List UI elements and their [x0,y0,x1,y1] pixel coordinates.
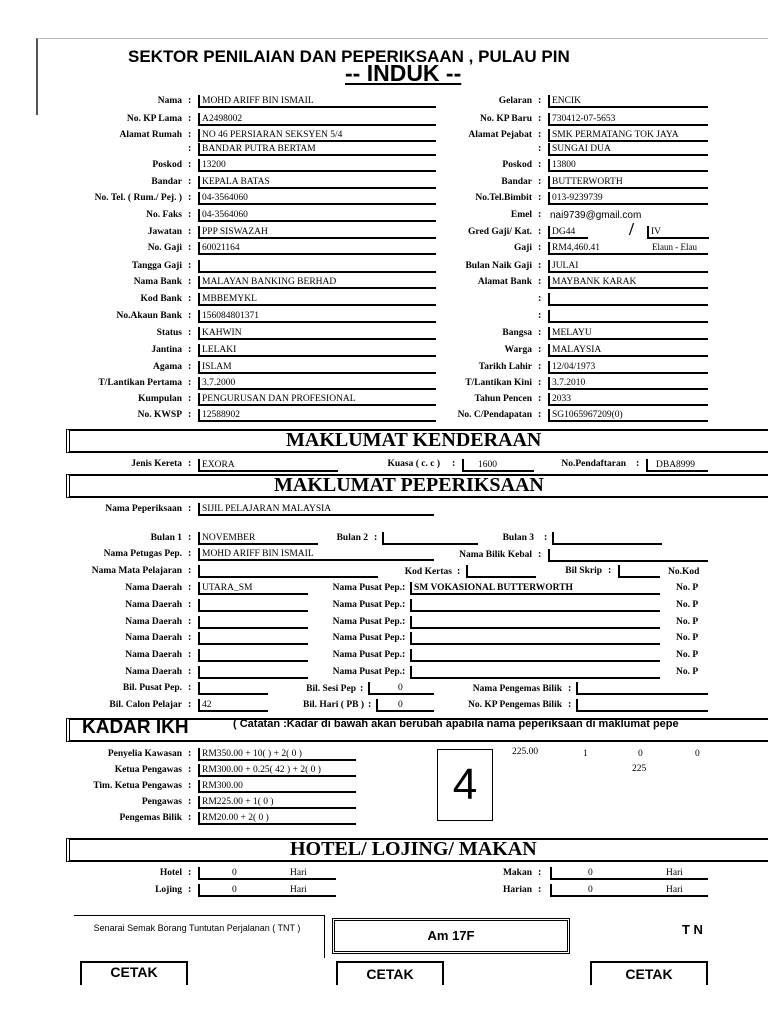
no-kod-label: No.Kod [668,567,700,577]
lojing-unit: Hari [270,884,336,897]
right-row-label: Alamat Pejabat [468,130,532,140]
daerah-field[interactable] [198,649,308,662]
left-row-colon: : [188,344,192,355]
right-row-label: Gaji [514,243,532,253]
kadar-total: 225 [632,764,647,774]
makan-field[interactable]: 0 [550,867,630,880]
kod-kertas-field[interactable] [466,565,536,578]
right-row-colon: : [538,192,542,203]
left-row-label: Agama [152,362,182,372]
kp-pengemas-field[interactable] [576,699,708,712]
left-row-colon: : [188,310,192,321]
right-row-label: Bandar [501,177,532,187]
pusat-field[interactable] [410,632,660,645]
pusat-field[interactable] [410,599,660,612]
pendaftaran-label: No.Pendaftaran [561,459,626,469]
right-row-label: Gred Gaji/ Kat. [468,227,532,237]
right-row-field[interactable]: SG1065967209(0) [548,409,708,422]
left-row-colon: : [188,327,192,338]
bulan1-label: Bulan 1 [150,533,182,543]
pendaftaran-field[interactable]: DBA8999 [646,459,708,472]
left-row-colon: : [188,276,192,287]
pusat-field[interactable]: SM VOKASIONAL BUTTERWORTH [410,582,660,595]
daerah-label: Nama Daerah [125,650,182,660]
right-row-colon: : [538,344,542,355]
cetak-button-1[interactable]: CETAK [80,961,188,985]
makan-label: Makan [502,868,532,878]
daerah-label: Nama Daerah [125,633,182,643]
right-row-colon: : [538,377,542,388]
left-row-colon: : [188,226,192,237]
left-row-label: Alamat Rumah [119,130,182,140]
left-row-field[interactable]: MALAYAN BANKING BERHAD [198,276,436,289]
senarai-box [74,915,325,958]
left-row-label: No. Tel. ( Rum./ Pej. ) [94,193,182,203]
right-row-field[interactable]: MALAYSIA [548,344,708,357]
left-row-label: No. KP Lama [126,114,182,124]
left-row-colon: : [188,393,192,404]
pusat-colon: : [402,599,406,610]
left-row-colon: : [188,361,192,372]
kadar-row-label: Tim. Ketua Pengawas [93,781,182,791]
left-row-colon: : [188,293,192,304]
kadar-n2: 0 [638,749,643,759]
no-p-label: No. P [676,650,699,660]
daerah-field[interactable] [198,632,308,645]
bil-skrip-field[interactable] [618,565,660,578]
hotel-label: Hotel [159,868,182,878]
bil-skrip-label: Bil Skrip [565,566,602,576]
left-row-colon: : [188,143,192,154]
kadar-title: KADAR IKH [82,717,189,738]
senarai-label: Senarai Semak Borang Tuntutan Perjalanan ( TNT ) [93,923,301,933]
kadar-row-colon: : [188,812,192,823]
left-row-label: No.Akaun Bank [116,311,182,321]
right-row-colon: : [538,409,542,420]
harian-unit: Hari [630,884,708,897]
left-row-colon: : [188,159,192,170]
kategori-field[interactable]: IV [647,226,709,239]
right-row-colon: : [538,176,542,187]
left-row-label: Nama Bank [133,277,182,287]
jenis-kereta-label: Jenis Kereta [131,459,182,469]
right-row-colon: : [538,327,542,338]
left-row-field[interactable]: NO 46 PERSIARAN SEKSYEN 5/4 [198,129,436,142]
right-row-field[interactable]: DG44 [548,226,588,239]
left-row-label: Nama [157,96,182,106]
bulan2-field[interactable] [382,532,478,545]
right-row-colon: : [538,209,542,220]
left-row-field[interactable]: 60021164 [198,242,436,255]
left-row-field[interactable]: 12588902 [198,409,436,422]
pusat-field[interactable] [410,649,660,662]
mata-pelajaran-label: Nama Mata Pelajaran [91,566,182,576]
bil-sesi-field[interactable]: 0 [368,682,434,695]
kadar-n3: 0 [695,749,700,759]
makan-unit: Hari [630,867,708,880]
right-row-label: T/Lantikan Kini [465,378,532,388]
left-row-colon: : [188,260,192,271]
right-row-label: Tarikh Lahir [478,362,532,372]
left-row-label: T/Lantikan Pertama [98,378,182,388]
left-row-colon: : [188,95,192,106]
pusat-label: Nama Pusat Pep. [332,667,402,677]
pusat-colon: : [402,616,406,627]
mata-pelajaran-field[interactable] [198,565,378,578]
left-row-colon: : [188,409,192,420]
page-title: SEKTOR PENILAIAN DAN PEPERIKSAAN , PULAU PIN [128,47,570,66]
bulan1-field[interactable]: NOVEMBER [198,532,318,545]
left-row-label: No. Faks [146,210,182,220]
right-row-label: Gelaran [498,96,532,106]
kuasa-label: Kuasa ( c. c ) [387,459,440,469]
left-row-field[interactable]: KAHWIN [198,327,436,340]
daerah-label: Nama Daerah [125,600,182,610]
right-row-field[interactable]: MELAYU [548,327,708,340]
right-row-field[interactable]: 013-9239739 [548,192,708,205]
daerah-label: Nama Daerah [125,667,182,677]
right-row-field[interactable]: 730412-07-5653 [548,113,708,126]
am17f-button[interactable]: Am 17F [332,918,570,954]
left-row-colon: : [188,377,192,388]
right-row-colon: : [538,143,542,154]
right-row-label: No.Tel.Bimbit [475,193,532,203]
daerah-colon: : [188,616,192,627]
bil-hari-label: Bil. Hari ( PB ) [303,700,364,710]
bilik-kebal-field[interactable] [548,549,708,562]
left-row-field[interactable]: MOHD ARIFF BIN ISMAIL [198,95,436,108]
lojing-field[interactable]: 0 [198,884,270,897]
left-row-field[interactable]: ISLAM [198,361,436,374]
daerah-field[interactable] [198,599,308,612]
left-row-field[interactable]: 156084801371 [198,310,436,323]
kp-pengemas-label: No. KP Pengemas Bilik [468,700,562,710]
right-row-colon: : [538,393,542,404]
right-row-field[interactable]: SMK PERMATANG TOK JAYA [548,129,708,142]
no-p-label: No. P [676,583,699,593]
right-row-label: Emel [510,210,532,220]
right-row-label: Bangsa [502,328,532,338]
right-row-field[interactable]: SUNGAI DUA [548,143,708,156]
left-row-label: Jantina [151,345,182,355]
left-row-colon: : [188,129,192,140]
no-p-label: No. P [676,617,699,627]
right-row-colon: : [538,159,542,170]
daerah-field[interactable]: UTARA_SM [198,582,308,595]
left-row-field[interactable]: A2498002 [198,113,436,126]
right-row-field[interactable] [548,293,708,306]
kadar-row-label: Pengawas [141,797,182,807]
daerah-colon: : [188,632,192,643]
right-row-label: Warga [504,345,532,355]
right-row-field[interactable]: 3.7.2010 [548,377,708,390]
left-row-field[interactable]: 13200 [198,159,436,172]
left-row-label: Tangga Gaji [131,261,182,271]
right-row-field[interactable]: 2033 [548,393,708,406]
left-row-field[interactable]: KEPALA BATAS [198,176,436,189]
pusat-label: Nama Pusat Pep. [332,650,402,660]
left-row-field[interactable]: PPP SISWAZAH [198,226,436,239]
right-row-field[interactable]: nai9739@gmail.com [550,210,642,221]
right-row-field[interactable]: 13800 [548,159,708,172]
elaun-label: Elaun - Elau [652,242,697,252]
kadar-row-colon: : [188,796,192,807]
left-row-colon: : [188,113,192,124]
tnt-label: T N [682,922,703,937]
right-row-field[interactable]: 12/04/1973 [548,361,708,374]
right-row-colon: : [538,276,542,287]
right-row-colon: : [538,113,542,124]
right-row-colon: : [538,129,542,140]
pusat-field[interactable] [410,666,660,679]
right-row-colon: : [538,310,542,321]
pusat-label: Nama Pusat Pep. [332,600,402,610]
right-row-colon: : [538,260,542,271]
cetak-button-3[interactable]: CETAK [590,961,708,985]
jenis-kereta-field[interactable]: EXORA [198,459,338,472]
nama-peperiksaan-label: Nama Peperiksaan [105,504,182,514]
bil-pusat-label: Bil. Pusat Pep. [122,683,182,693]
bulan3-field[interactable] [552,532,662,545]
gred-separator: / [629,219,635,239]
kuasa-field[interactable]: 1600 [462,459,534,472]
daerah-field[interactable] [198,666,308,679]
bil-sesi-label: Bil. Sesi Pep [306,684,356,694]
no-p-label: No. P [676,633,699,643]
left-row-field[interactable]: MBBEMYKL [198,293,436,306]
pusat-colon: : [402,582,406,593]
left-row-field[interactable]: 3.7.2000 [198,377,436,390]
no-p-label: No. P [676,667,699,677]
kadar-note: ( Catatan :Kadar di bawah akan berubah apabila nama peperiksaan di maklumat pepe [233,718,679,730]
left-row-label: Bandar [151,177,182,187]
right-row-colon: : [538,95,542,106]
right-row-colon: : [538,293,542,304]
right-row-colon: : [538,226,542,237]
pusat-label: Nama Pusat Pep. [332,633,402,643]
right-row-field[interactable] [548,310,708,323]
left-row-colon: : [188,209,192,220]
daerah-label: Nama Daerah [125,583,182,593]
bil-pusat-field[interactable] [198,682,268,695]
kadar-row-label: Pengemas Bilik [119,813,182,823]
left-row-label: Status [156,328,182,338]
harian-label: Harian [502,885,532,895]
right-row-field[interactable]: MAYBANK KARAK [548,276,708,289]
petugas-label: Nama Petugas Pep. [103,549,182,559]
daerah-label: Nama Daerah [125,617,182,627]
daerah-field[interactable] [198,616,308,629]
kadar-row-colon: : [188,780,192,791]
bulan3-label: Bulan 3 [502,533,534,543]
pusat-colon: : [402,666,406,677]
harian-field[interactable]: 0 [550,884,630,897]
right-row-colon: : [538,361,542,372]
left-row-label: No. Gaji [147,243,182,253]
right-row-field[interactable]: RM4,460.41 [548,242,708,255]
pusat-field[interactable] [410,616,660,629]
right-row-label: Poskod [502,160,532,170]
bil-calon-label: Bil. Calon Pelajar [109,700,182,710]
daerah-colon: : [188,582,192,593]
bilik-kebal-label: Nama Bilik Kebal [459,550,532,560]
peperiksaan-title: MAKLUMAT PEPERIKSAAN [274,474,544,496]
kadar-row-value: RM350.00 + 10( ) + 2( 0 ) [198,748,356,761]
left-row-colon: : [188,242,192,253]
daerah-colon: : [188,649,192,660]
pusat-label: Nama Pusat Pep. [332,617,402,627]
lojing-label: Lojing [155,885,182,895]
cetak-button-2[interactable]: CETAK [336,961,444,985]
left-row-colon: : [188,176,192,187]
left-row-label: Kod Bank [140,294,182,304]
pusat-colon: : [402,632,406,643]
kod-kertas-label: Kod Kertas [404,567,452,577]
left-row-colon: : [188,192,192,203]
right-row-label: Alamat Bank [477,277,532,287]
kadar-row-label: Penyelia Kawasan [107,749,182,759]
pusat-label: Nama Pusat Pep. [332,583,402,593]
kenderaan-title: MAKLUMAT KENDERAAN [286,429,542,451]
hotel-field[interactable]: 0 [198,867,270,880]
kadar-row-value: RM20.00 + 2( 0 ) [198,812,356,825]
kadar-amount: 225.00 [512,747,539,757]
right-row-label: No. KP Baru [480,114,532,124]
left-row-field[interactable]: PENGURUSAN DAN PROFESIONAL [198,393,436,406]
right-row-field[interactable]: JULAI [548,260,708,273]
left-row-field[interactable]: BANDAR PUTRA BERTAM [198,143,436,156]
bil-calon-field[interactable]: 42 [198,699,268,712]
right-row-label: No. C/Pendapatan [457,410,532,420]
kadar-n1: 1 [583,749,588,759]
pusat-colon: : [402,649,406,660]
hotel-unit: Hari [270,867,336,880]
pengemas-label: Nama Pengemas Bilik [472,684,562,694]
daerah-colon: : [188,666,192,677]
kategori-number-box: 4 [437,749,493,821]
left-row-label: Jawatan [147,227,182,237]
right-row-field[interactable]: BUTTERWORTH [548,176,708,189]
kadar-row-value: RM225.00 + 1( 0 ) [198,796,356,809]
right-row-label: Tahun Pencen [474,394,532,404]
left-row-label: Kumpulan [138,394,182,404]
left-row-field[interactable]: 04-3564060 [198,192,436,205]
hotel-title: HOTEL/ LOJING/ MAKAN [290,838,537,860]
nama-peperiksaan-field[interactable]: SIJIL PELAJARAN MALAYSIA [198,503,434,516]
petugas-field[interactable]: MOHD ARIFF BIN ISMAIL [198,548,434,561]
left-row-label: No. KWSP [137,410,182,420]
left-row-field[interactable]: LELAKI [198,344,436,357]
right-row-label: Bulan Naik Gaji [465,261,532,271]
left-row-label: Poskod [152,160,182,170]
daerah-colon: : [188,599,192,610]
right-row-colon: : [538,242,542,253]
kadar-row-value: RM300.00 + 0.25( 42 ) + 2( 0 ) [198,764,356,777]
left-row-field[interactable]: 04-3564060 [198,209,436,222]
kadar-row-colon: : [188,748,192,759]
right-row-field[interactable]: ENCIK [548,95,708,108]
kadar-row-value: RM300.00 [198,780,356,793]
pengemas-field[interactable] [576,682,708,695]
kadar-row-label: Ketua Pengawas [114,765,182,775]
page-subtitle: -- INDUK -- [345,60,462,86]
bulan2-label: Bulan 2 [336,533,368,543]
bil-hari-field[interactable]: 0 [376,699,434,712]
no-p-label: No. P [676,600,699,610]
kadar-row-colon: : [188,764,192,775]
